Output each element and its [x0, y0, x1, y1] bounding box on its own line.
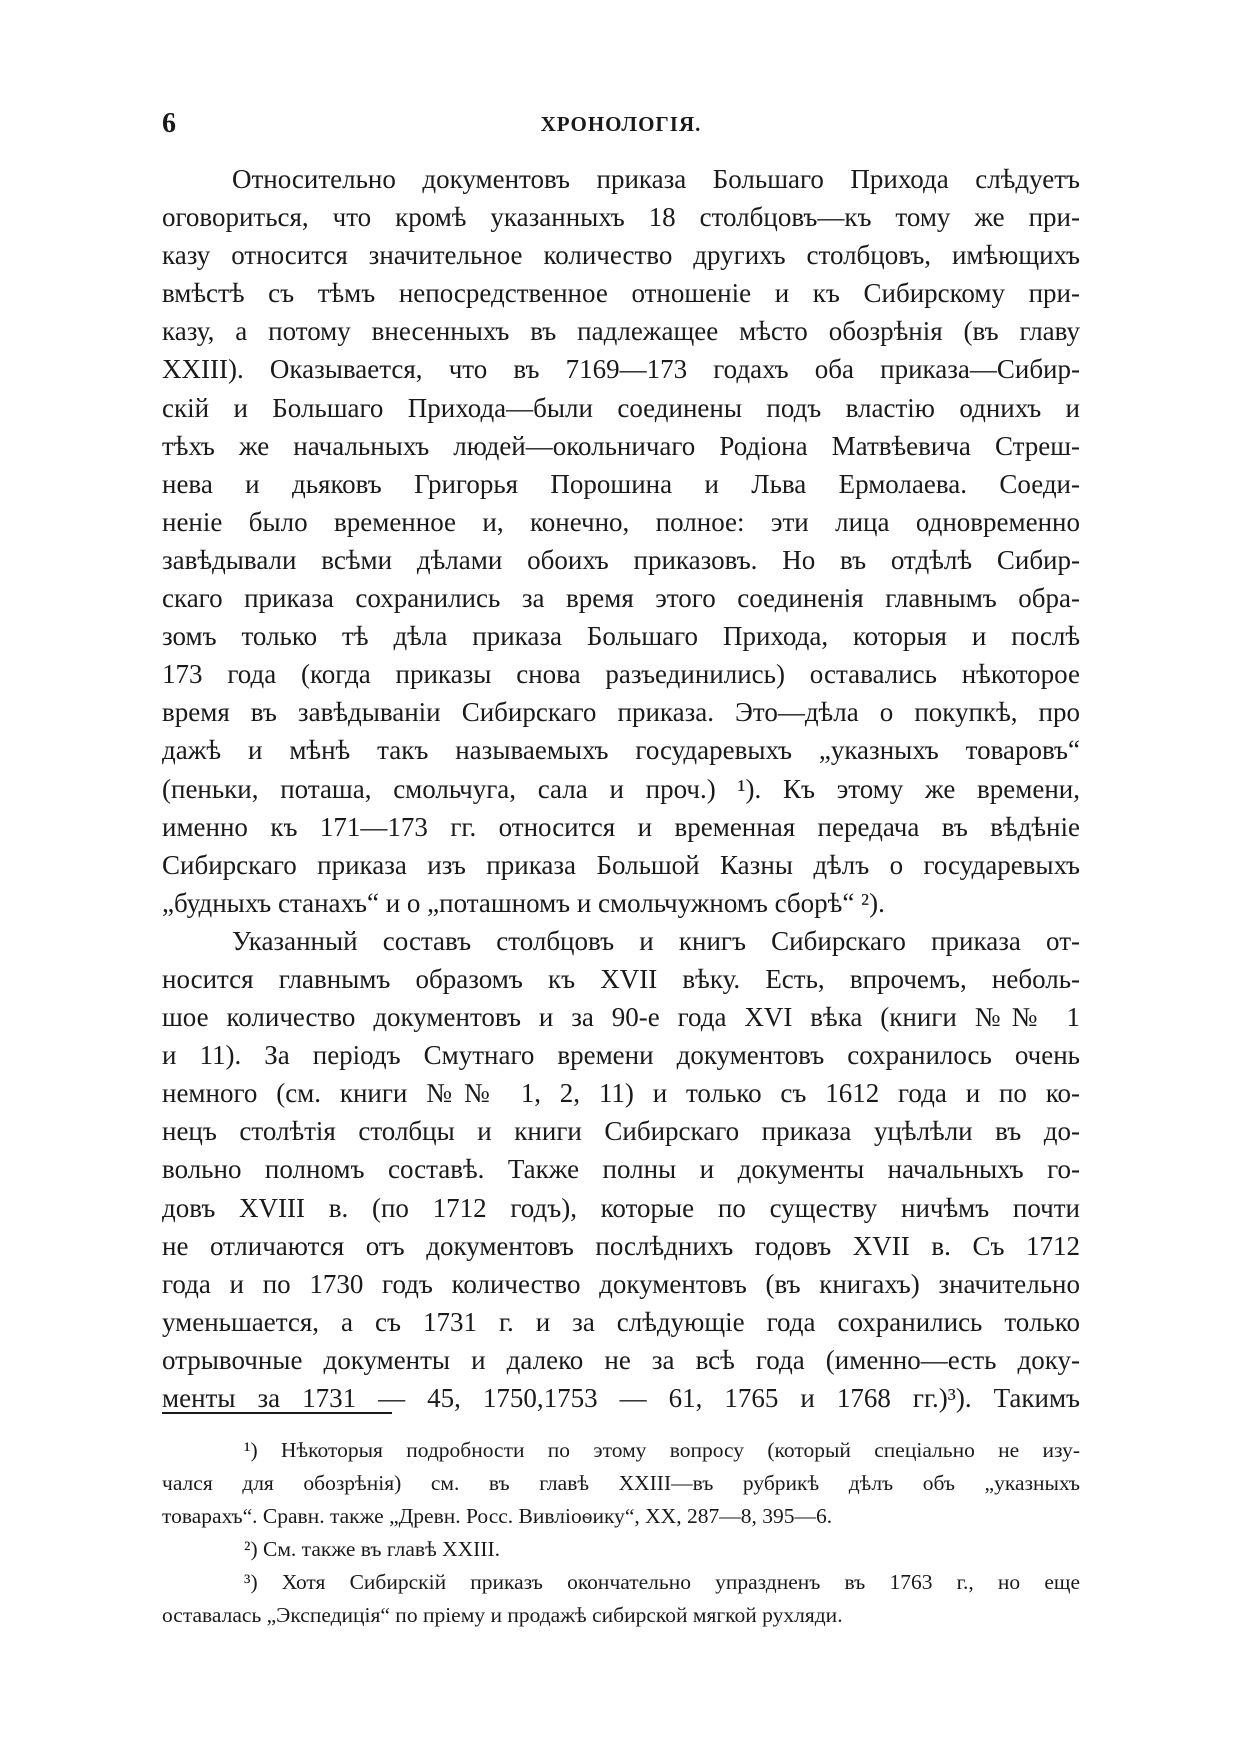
- text-line: Сибирскаго приказа изъ приказа Большой Казны дѣлъ о государевыхъ: [162, 849, 1080, 880]
- text-line: казу относится значительное количество другихъ столбцовъ, имѣющихъ: [162, 240, 1080, 271]
- footnote-line: ²) См. также въ главѣ XXIII.: [244, 1537, 501, 1561]
- text-line: нева и дьяковъ Григорья Порошина и Льва Ермолаева. Соеди-: [162, 468, 1080, 499]
- text-line: довъ XVIII в. (по 1712 годъ), которые по существу ничѣмъ почти: [162, 1192, 1080, 1223]
- footnotes: [162, 1434, 1080, 1632]
- text-line: нецъ столѣтія столбцы и книги Сибирскаго приказа уцѣлѣли въ до-: [162, 1116, 1080, 1147]
- text-line: XXIII). Оказывается, что въ 7169—173 годахъ оба приказа—Сибир-: [162, 354, 1080, 385]
- footnote-divider: [162, 1412, 392, 1414]
- text-line: отрывочные документы и далеко не за всѣ года (именно—есть доку-: [162, 1344, 1080, 1375]
- main-text: [162, 160, 1080, 1417]
- text-line: время въ завѣдываніи Сибирскаго приказа. Это—дѣла о покупкѣ, про: [162, 697, 1080, 728]
- text-line: (пеньки, поташа, смольчуга, сала и проч.) ¹). Къ этому же времени,: [162, 773, 1080, 804]
- running-title: ХРОНОЛОГІЯ.: [540, 112, 702, 136]
- page-header: [162, 108, 1080, 148]
- text-line: немного (см. книги №№ 1, 2, 11) и только съ 1612 года и по ко-: [162, 1078, 1080, 1109]
- text-line: года и по 1730 годъ количество документовъ (въ книгахъ) значительно: [162, 1268, 1080, 1299]
- text-line: Относительно документовъ приказа Большаго Прихода слѣдуетъ: [232, 164, 1080, 194]
- text-line: шое количество документовъ и за 90-е года XVI вѣка (книги №№ 1: [162, 1002, 1080, 1033]
- text-line: скій и Большаго Прихода—были соединены подъ властію однихъ и: [162, 392, 1080, 423]
- text-line: неніе было временное и, конечно, полное: эти лица одновременно: [162, 506, 1080, 537]
- text-line: Указанный составъ столбцовъ и книгъ Сибирскаго приказа от-: [232, 925, 1080, 956]
- footnote-line: товарахъ“. Сравн. также „Древн. Росс. Вивліоѳику“, XX, 287—8, 395—6.: [162, 1504, 833, 1528]
- text-line: дажѣ и мѣнѣ такъ называемыхъ государевыхъ „указныхъ товаровъ“: [162, 735, 1080, 766]
- text-line: носится главнымъ образомъ къ XVII вѣку. Есть, впрочемъ, неболь-: [162, 963, 1080, 994]
- text-line: уменьшается, а съ 1731 г. и за слѣдующіе года сохранились только: [162, 1306, 1080, 1337]
- text-line: именно къ 171—173 гг. относится и временная передача въ вѣдѣніе: [162, 811, 1080, 842]
- text-line: зомъ только тѣ дѣла приказа Большаго Прихода, которыя и послѣ: [162, 621, 1080, 652]
- footnote-line: ¹) Нѣкоторыя подробности по этому вопросу (который спеціально не изу-: [244, 1438, 1080, 1462]
- text-line: завѣдывали всѣми дѣлами обоихъ приказовъ. Но въ отдѣлѣ Сибир-: [162, 544, 1080, 575]
- text-line: вмѣстѣ съ тѣмъ непосредственное отношеніе и къ Сибирскому при-: [162, 278, 1080, 309]
- text-line: казу, а потому внесенныхъ въ падлежащее мѣсто обозрѣнія (въ главу: [162, 316, 1080, 347]
- text-line: 173 года (когда приказы снова разъединились) оставались нѣкоторое: [162, 659, 1080, 690]
- page-number: 6: [162, 108, 176, 139]
- text-line: оговориться, что кромѣ указанныхъ 18 столбцовъ—къ тому же при-: [162, 202, 1080, 233]
- text-line: скаго приказа сохранились за время этого соединенія главнымъ обра-: [162, 583, 1080, 614]
- footnote-line: чался для обозрѣнія) см. въ главѣ XXIII—въ рубрикѣ дѣлъ объ „указныхъ: [162, 1471, 1080, 1495]
- text-line: и 11). За періодъ Смутнаго времени документовъ сохранилось очень: [162, 1040, 1080, 1071]
- text-line: менты за 1731 — 45, 1750,1753 — 61, 1765 и 1768 гг.)³). Такимъ: [162, 1383, 1080, 1413]
- text-line: тѣхъ же начальныхъ людей—окольничаго Родіона Матвѣевича Стреш-: [162, 430, 1080, 461]
- footnote-line: оставалась „Экспедиція“ по пріему и продажѣ сибирской мягкой рухляди.: [162, 1603, 843, 1627]
- footnote-line: ³) Хотя Сибирскій приказъ окончательно упраздненъ въ 1763 г., но еще: [244, 1570, 1080, 1594]
- text-line: „будныхъ станахъ“ и о „поташномъ и смольчужномъ сборѣ“ ²).: [162, 887, 885, 918]
- text-line: не отличаются отъ документовъ послѣднихъ годовъ XVII в. Съ 1712: [162, 1230, 1080, 1261]
- text-line: вольно полномъ составѣ. Также полны и документы начальныхъ го-: [162, 1154, 1080, 1185]
